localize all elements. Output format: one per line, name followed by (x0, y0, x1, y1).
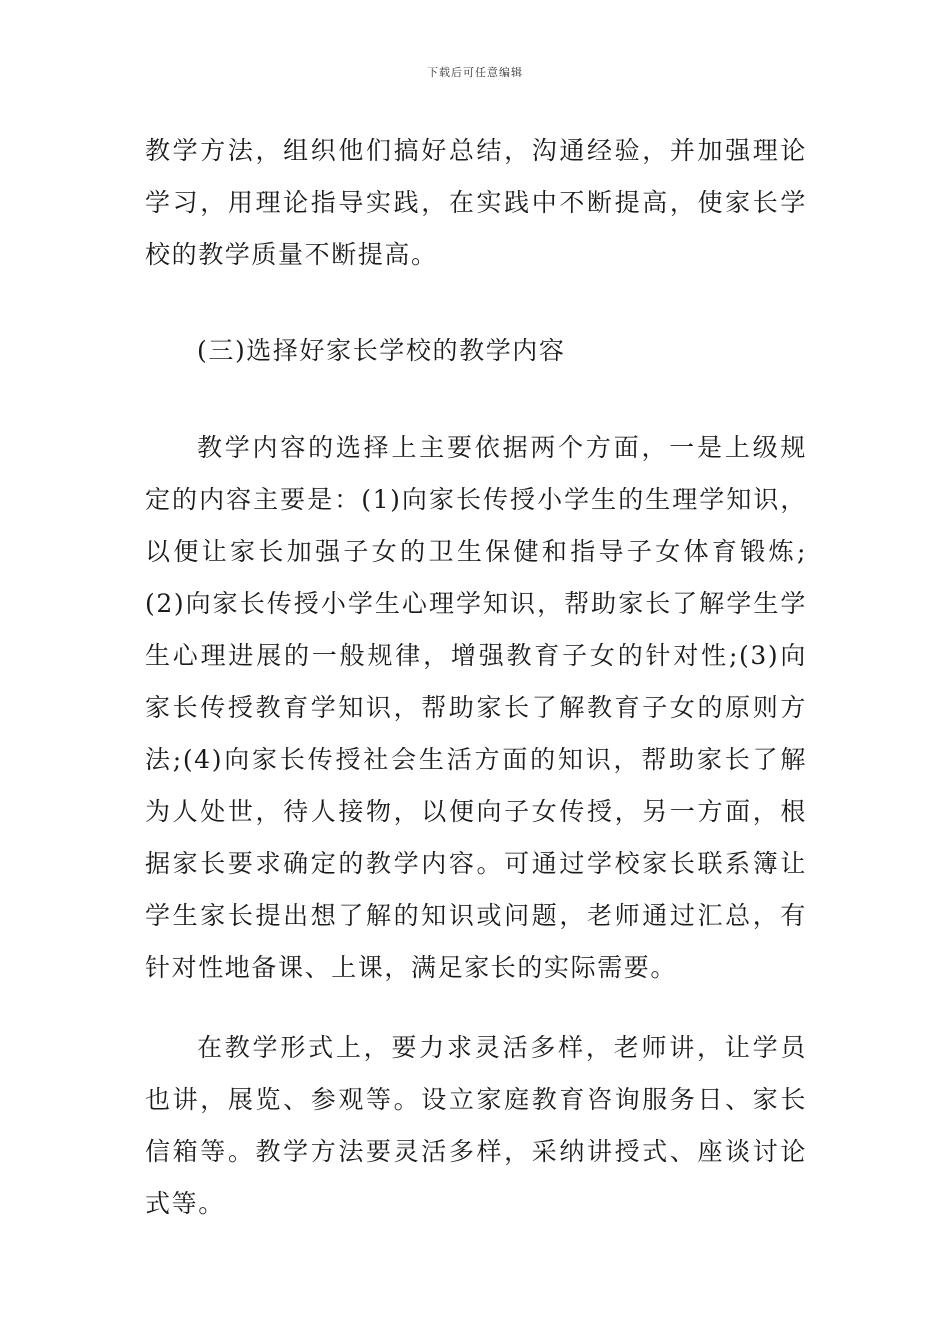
section-heading: (三)选择好家长学校的教学内容 (197, 336, 566, 365)
header-note: 下载后可任意编辑 (427, 66, 523, 79)
paragraph-teaching-form: 在教学形式上，要力求灵活多样，老师讲，让学员也讲，展览、参观等。设立家庭教育咨询服务日、家长信箱等。教学方法要灵活多样，采纳讲授式、座谈讨论式等。 (145, 1033, 807, 1218)
paragraph-teaching-content: 教学内容的选择上主要依据两个方面，一是上级规定的内容主要是：(1)向家长传授小学生的生理学知识，以便让家长加强子女的卫生保健和指导子女体育锻炼;(2)向家长传授小学生心理学知识，帮助家长了解学生学生心理进展的一般规律，增强教育子女的针对性;(3)向家长传授教育学知识，帮助家长了解教育子女的原则方法;(4)向家长传授社会生活方面的知识，帮助家长了解为人处世，待人接物，以便向子女传授，另一方面，根据家长要求确定的教学内容。可通过学校家长联系簿让学生家长提出想了解的知识或问题，老师通过汇总，有针对性地备课、上课，满足家长的实际需要。 (145, 433, 807, 982)
paragraph-continuation: 教学方法，组织他们搞好总结，沟通经验，并加强理论学习，用理论指导实践，在实践中不断提高，使家长学校的教学质量不断提高。 (145, 136, 807, 269)
